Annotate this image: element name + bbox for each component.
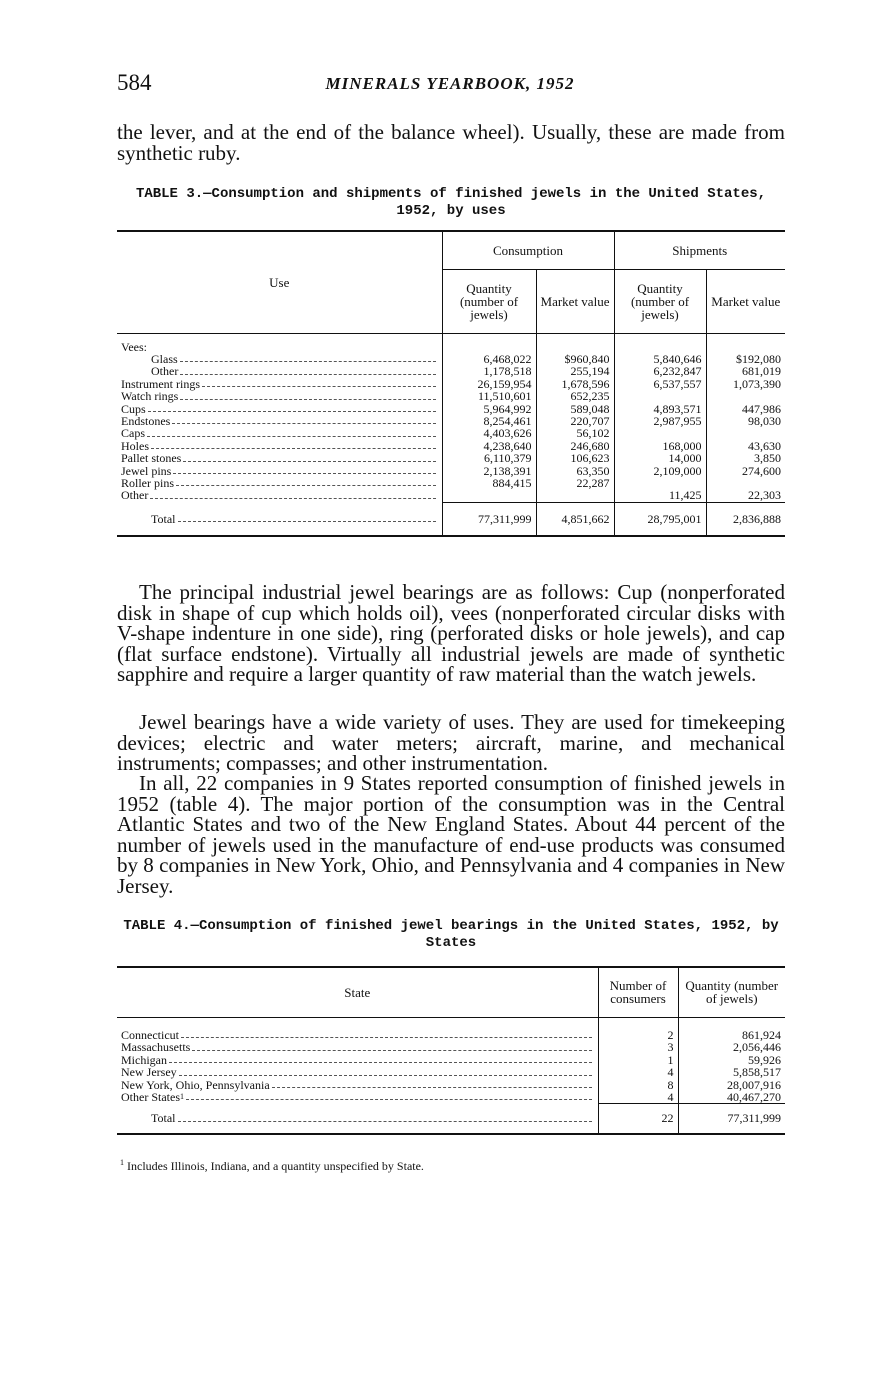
body-paragraph: Jewel bearings have a wide variety of uses. They are used for timekeeping devices; electric and water meters; aircraft, marine, and mechanical instruments; compasses; and other instrumentation. (117, 710, 785, 775)
table3-shipments-quantity (614, 427, 706, 439)
table3-col-shipments-market: Market value (706, 269, 785, 333)
table4-spacer-row (117, 1017, 785, 1029)
dot-leader (180, 361, 436, 362)
table4-state-label: Michigan (121, 1052, 167, 1067)
table3-consumption-quantity: 6,110,379 (442, 452, 536, 464)
table3-use-label: Endstones (121, 414, 171, 429)
table4-total-consumers: 22 (598, 1104, 678, 1134)
dot-leader (180, 374, 435, 375)
table-row (117, 452, 785, 464)
table4-total-label-cell (117, 1104, 598, 1134)
table3-group-consumption: Consumption (442, 231, 614, 269)
table3-shipments-quantity: 2,987,955 (614, 415, 706, 427)
table3-shipments-quantity: 5,840,646 (614, 353, 706, 365)
table4-state-label: New Jersey (121, 1065, 177, 1080)
table4-state-label: Massachusetts (121, 1040, 191, 1055)
table3-section-vees: Vees: (121, 339, 147, 354)
table4-quantity: 28,007,916 (678, 1079, 785, 1091)
table3-use-label-cell (117, 365, 442, 377)
table3-consumption-quantity: 11,510,601 (442, 390, 536, 402)
table3-shipments-quantity: 11,425 (614, 489, 706, 502)
table3-group-shipments: Shipments (614, 231, 785, 269)
table3-shipments-quantity (614, 390, 706, 402)
table3-consumption-value: 22,287 (536, 477, 614, 489)
running-title: MINERALS YEARBOOK, 1952 (325, 74, 575, 93)
table3-consumption-value: 1,678,596 (536, 378, 614, 390)
table-row (117, 365, 785, 377)
footnote-marker: 1 (120, 1158, 124, 1167)
table4-col-quantity: Quantity (number of jewels) (678, 967, 785, 1017)
dot-leader (183, 461, 435, 462)
table3-shipments-value: 3,850 (706, 452, 785, 464)
table3-use-label: Holes (121, 438, 149, 453)
table4-quantity: 5,858,517 (678, 1066, 785, 1078)
table4 (117, 966, 785, 1135)
table-row (117, 1041, 785, 1053)
table3-use-label-cell (117, 415, 442, 427)
table3-use-label: Instrument rings (121, 376, 200, 391)
table-row (117, 427, 785, 439)
table4-state-label-cell (117, 1066, 598, 1078)
footnote-ref: 1 (180, 1092, 184, 1102)
dot-leader (150, 498, 435, 499)
table3-consumption-quantity: 26,159,954 (442, 378, 536, 390)
table-row (117, 465, 785, 477)
table4-consumers: 2 (598, 1029, 678, 1041)
table3-consumption-quantity: 4,403,626 (442, 427, 536, 439)
dot-leader (181, 1037, 592, 1038)
table3-use-label: Jewel pins (121, 463, 172, 478)
table3-consumption-value: 589,048 (536, 403, 614, 415)
table3-use-label: Caps (121, 426, 145, 441)
table4-col-state: State (117, 967, 598, 1017)
table-row (117, 378, 785, 390)
table4-quantity: 59,926 (678, 1054, 785, 1066)
table3-consumption-quantity: 884,415 (442, 477, 536, 489)
table4-total-label: Total (151, 1111, 176, 1126)
table-row (117, 1079, 785, 1091)
table3-use-label: Cups (121, 401, 146, 416)
table-row (117, 415, 785, 427)
table4-consumers: 4 (598, 1066, 678, 1078)
table3-total-c-val: 4,851,662 (536, 502, 614, 536)
table3-col-consumption-market: Market value (536, 269, 614, 333)
table3-shipments-value: 98,030 (706, 415, 785, 427)
table4-state-label-cell (117, 1091, 598, 1104)
table3-total-row (117, 502, 785, 536)
table4-state-label-cell (117, 1079, 598, 1091)
table3-consumption-value: 56,102 (536, 427, 614, 439)
table3-consumption-quantity: 2,138,391 (442, 465, 536, 477)
table3-use-label-cell (117, 390, 442, 402)
table3-total-label: Total (151, 511, 176, 526)
table3-use-label-cell (117, 427, 442, 439)
table3-shipments-quantity: 168,000 (614, 440, 706, 452)
table3-shipments-quantity: 14,000 (614, 452, 706, 464)
table4-col-consumers: Number of consumers (598, 967, 678, 1017)
table3-shipments-value: 274,600 (706, 465, 785, 477)
table3-use-label: Pallet stones (121, 451, 182, 466)
table3-consumption-value: 220,707 (536, 415, 614, 427)
dot-leader (186, 1099, 592, 1100)
dot-leader (179, 1075, 592, 1076)
footnote-text: Includes Illinois, Indiana, and a quantity unspecified by State. (127, 1159, 424, 1173)
dot-leader (169, 1062, 592, 1063)
table3-use-label: Other (151, 364, 179, 379)
body-paragraph: In all, 22 companies in 9 States reported consumption of finished jewels in 1952 (table 4). The major portion of the consumption was in the Central Atlantic States and two of the New England States. About 44 percent of the number of jewels used in the manufacture of end-use products was consumed by 8 companies in New York, Ohio, and Pennsylvania and 4 companies in New Jersey. (117, 771, 785, 898)
table4-state-label-cell (117, 1054, 598, 1066)
table4-caption: TABLE 4.—Consumption of finished jewel bearings in the United States, 1952, by States (123, 918, 779, 951)
table3-use-label: Other (121, 488, 149, 503)
table3-consumption-value: 255,194 (536, 365, 614, 377)
table4-quantity: 40,467,270 (678, 1091, 785, 1104)
table3-use-label: Watch rings (121, 389, 179, 404)
table-row (117, 1029, 785, 1041)
table-row (117, 1091, 785, 1104)
table3-consumption-quantity: 6,468,022 (442, 353, 536, 365)
table3-use-label: Glass (151, 352, 178, 366)
table3-consumption-value (536, 489, 614, 502)
table4-state-label: Connecticut (121, 1028, 179, 1042)
table3-use-label-cell (117, 489, 442, 502)
table4-state-label: Other States (121, 1090, 180, 1105)
table3-consumption-value: 652,235 (536, 390, 614, 402)
table4-quantity: 861,924 (678, 1029, 785, 1041)
table-row (117, 1066, 785, 1078)
table4-consumers: 3 (598, 1041, 678, 1053)
table3-consumption-value: 246,680 (536, 440, 614, 452)
table3-shipments-value (706, 390, 785, 402)
dot-leader (176, 485, 436, 486)
page-number: 584 (117, 70, 152, 95)
table3-consumption-value: 63,350 (536, 465, 614, 477)
table3-shipments-value: 681,019 (706, 365, 785, 377)
dot-leader (180, 399, 435, 400)
table3-shipments-value: 22,303 (706, 489, 785, 502)
dot-leader (172, 423, 435, 424)
page-header (117, 70, 783, 106)
table3-total-c-qty: 77,311,999 (442, 502, 536, 536)
intro-paragraph: the lever, and at the end of the balance wheel). Usually, these are made from synthetic ruby. (117, 120, 785, 165)
table-row (117, 1054, 785, 1066)
table3-caption: TABLE 3.—Consumption and shipments of finished jewels in the United States, 1952, by uses (135, 186, 767, 219)
table3-consumption-quantity: 4,238,640 (442, 440, 536, 452)
dot-leader (173, 473, 435, 474)
table3-shipments-quantity: 2,109,000 (614, 465, 706, 477)
table3-shipments-value: 43,630 (706, 440, 785, 452)
dot-leader (178, 521, 436, 522)
table4-state-label-cell (117, 1041, 598, 1053)
dot-leader (178, 1121, 592, 1122)
dot-leader (151, 448, 436, 449)
table3-consumption-quantity: 1,178,518 (442, 365, 536, 377)
table3-consumption-quantity: 8,254,461 (442, 415, 536, 427)
dot-leader (202, 386, 436, 387)
footnote (120, 1158, 424, 1174)
dot-leader (272, 1087, 592, 1088)
table3-shipments-value: $192,080 (706, 353, 785, 365)
table-row (117, 390, 785, 402)
table3-use-label-cell (117, 452, 442, 464)
table3-use-label-cell (117, 477, 442, 489)
table3-col-consumption-quantity: Quantity (number of jewels) (442, 269, 536, 333)
table3-col-shipments-quantity: Quantity (number of jewels) (614, 269, 706, 333)
table3-consumption-quantity (442, 489, 536, 502)
table4-state-label: New York, Ohio, Pennsylvania (121, 1077, 270, 1092)
table3-total-s-val: 2,836,888 (706, 502, 785, 536)
table3-consumption-value: $960,840 (536, 353, 614, 365)
table3-shipments-quantity: 4,893,571 (614, 403, 706, 415)
table3-total-label-cell (117, 502, 442, 536)
table3-shipments-quantity: 6,232,847 (614, 365, 706, 377)
body-paragraph: The principal industrial jewel bearings are as follows: Cup (nonperforated disk in shape of cup which holds oil), vees (nonperforated circular disks with V-shape indenture in one side), ring (perforated disks or hole jewels), and cap (flat surface endstone). Virtually all industrial jewels are made of synthetic sapphire and require a larger quantity of raw material than the watch jewels. (117, 580, 785, 686)
table3-use-label: Roller pins (121, 476, 174, 491)
dot-leader (147, 436, 436, 437)
table3-shipments-value: 447,986 (706, 403, 785, 415)
table3-shipments-value: 1,073,390 (706, 378, 785, 390)
table3-col-use: Use (117, 231, 442, 333)
table4-consumers: 1 (598, 1054, 678, 1066)
table3-shipments-quantity: 6,537,557 (614, 378, 706, 390)
dot-leader (192, 1050, 591, 1051)
table4-consumers: 4 (598, 1091, 678, 1104)
dot-leader (148, 411, 436, 412)
table4-consumers: 8 (598, 1079, 678, 1091)
table3-consumption-value: 106,623 (536, 452, 614, 464)
table4-quantity: 2,056,446 (678, 1041, 785, 1053)
table3-shipments-value (706, 427, 785, 439)
table-row (117, 489, 785, 502)
table4-total-row (117, 1104, 785, 1134)
table3 (117, 230, 785, 537)
table3-total-s-qty: 28,795,001 (614, 502, 706, 536)
table4-total-quantity: 77,311,999 (678, 1104, 785, 1134)
table3-consumption-quantity: 5,964,992 (442, 403, 536, 415)
